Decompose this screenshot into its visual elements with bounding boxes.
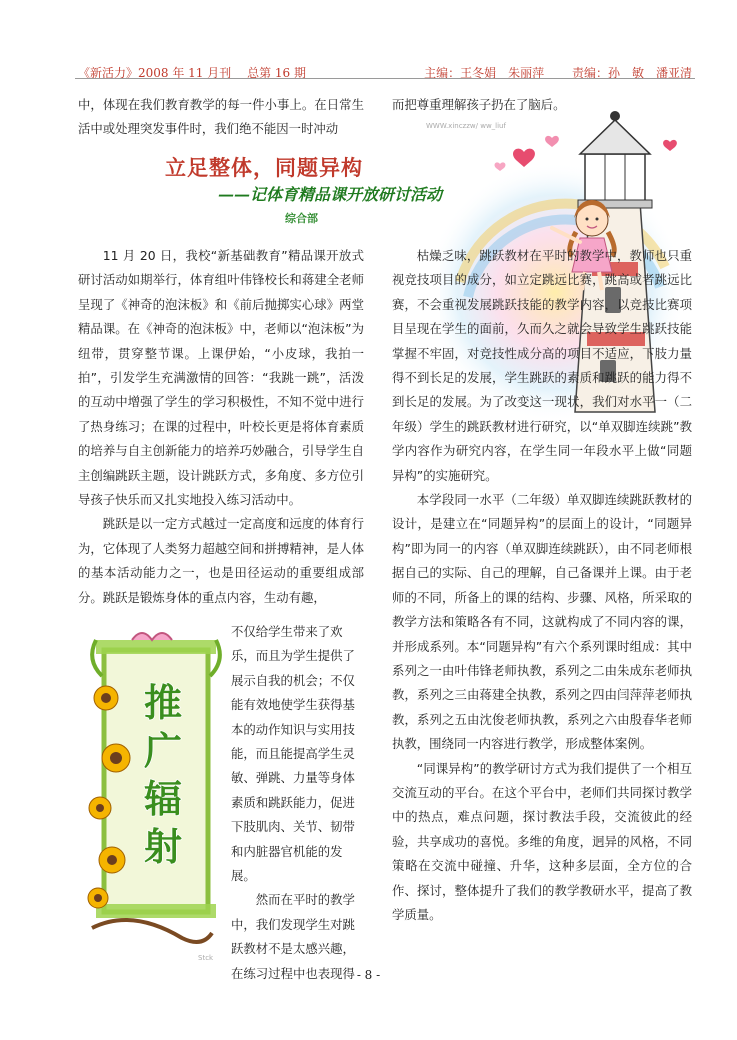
running-header bbox=[78, 64, 692, 78]
paragraph: “同课异构”的教学研讨方式为我们提供了一个相互交流互动的平台。在这个平台中，老师们共同探讨教学中的热点，难点问题，探讨教法手段，交流彼此的经验，共享成功的喜悦。多维的角度，迥异的风格，不同策略在交流中碰撞、升华，这种多层面，全方位的合作、探讨，整体提升了我们的教学教研水平，提高了教学质量。 bbox=[392, 760, 692, 922]
watermark-text: WWW.xinczzw/ ww_liuf bbox=[426, 122, 506, 130]
continued-text-right: 而把尊重理解孩子扔在了脑后。 bbox=[392, 97, 566, 112]
article-title: 立足整体，同题异构 bbox=[165, 155, 363, 180]
banner-char: 射 bbox=[144, 824, 183, 869]
banner-char: 广 bbox=[144, 728, 183, 773]
paragraph: 跳跃是以一定方式越过一定高度和远度的体育行为，它体现了人类努力超越空间和拼搏精神，是人体的基本活动能力之一，也是田径运动的重要组成部分。跳跃是锻炼身体的重点内容，生动有趣， bbox=[78, 516, 364, 605]
banner-char: 辐 bbox=[144, 776, 183, 821]
article-author: 综合部 bbox=[285, 212, 318, 225]
article-subtitle: ——记体育精品课开放研讨活动 bbox=[218, 185, 443, 204]
paragraph: 本学段同一水平（二年级）单双脚连续跳跃教材的设计，是建立在“同题异构”的层面上的设计，“同题异构”即为同一的内容（单双脚连续跳跃），由不同老师根据自己的实际、自己的理解，自己备课并上课。由于老师的不同，所备上的课的结构、步骤、风格，所采取的教学方法和策略各有不同，这就构成了不同内容的课，并形成系列。本“同题异构”有六个系列课时组成：其中系列之一由叶伟锋老师执教，系列之二由朱成东老师执教，系列之三由蒋建全执教，系列之四由闫萍萍老师执教，系列之五由沈俊老师执教，系列之六由殷春华老师执教，围绕同一内容进行教学，形成整体案例。 bbox=[392, 492, 692, 752]
left-column bbox=[78, 244, 364, 610]
paragraph: 11 月 20 日，我校“新基础教育”精品课开放式研讨活动如期举行，体育组叶伟锋校长和蒋建全老师呈现了《神奇的泡沫板》和《前后抛掷实心球》两堂精品课。在《神奇的泡沫板》中，老师以“泡沫板”为纽带，贯穿整节课。上课伊始，“小皮球，我拍一拍”，引发学生充满激情的回答：“我跳一跳”，活泼的互动中增强了学生的学习积极性，不知不觉中进行了热身练习；在课的过程中，叶校长更是将体育素质的培养与自主创新能力的培养巧妙融合，引导学生自主创编跳跃主题，设计跳跃方式，多角度、多方位引导孩子快乐而又扎实地投入练习活动中。 bbox=[78, 248, 364, 508]
journal-issue: 《新活力》2008 年 11 月刊 总第 16 期 bbox=[78, 66, 306, 80]
editors-line: 主编：王冬娟 朱丽萍 责编：孙 敏 潘亚清 bbox=[424, 66, 692, 80]
continued-text-left: 中，体现在我们教育教学的每一件小事上。在日常生活中或处理突发事件时，我们绝不能因一时冲动 bbox=[78, 97, 364, 137]
watermark-text: Stck bbox=[198, 954, 214, 962]
page-number: - 8 - bbox=[356, 968, 381, 982]
header-rule bbox=[75, 78, 695, 79]
right-column bbox=[392, 244, 692, 927]
wrapped-text: 不仅给学生带来了欢 乐，而且为学生提供了 展示自我的机会；不仅 能有效地使学生获得基 本的动作知识与实用技 能，而且能提高学生灵 敏、弹跳、力量等身体 素质和跳跃能力，促进 下肢肌肉、关节、韧带 和内脏器官机能的发 展。 然而在平时的教学 中，我们发现学生对跳 跃教材不是太感兴趣， 在练习过程中也表现得 bbox=[231, 624, 355, 981]
promotion-banner-illustration bbox=[82, 628, 222, 948]
banner-char: 推 bbox=[144, 680, 183, 725]
paragraph: 枯燥乏味，跳跃教材在平时的教学中，教师也只重视竞技项目的成分，如立定跳远比赛，跳高或者跳远比赛，不会重视发展跳跃技能的教学内容，以竞技比赛项目呈现在学生的面前，久而久之就会导致学生跳跃技能掌握不牢固，对竞技性成分高的项目不适应，下肢力量得不到长足的发展，学生跳跃的素质和跳跃的能力得不到长足的发展。为了改变这一现状，我们对水平一（二年级）学生的跳跃教材进行研究，以“单双脚连续跳”教学内容作为研究内容，在学生同一年段水平上做“同题异构”的实施研究。 bbox=[392, 248, 692, 483]
